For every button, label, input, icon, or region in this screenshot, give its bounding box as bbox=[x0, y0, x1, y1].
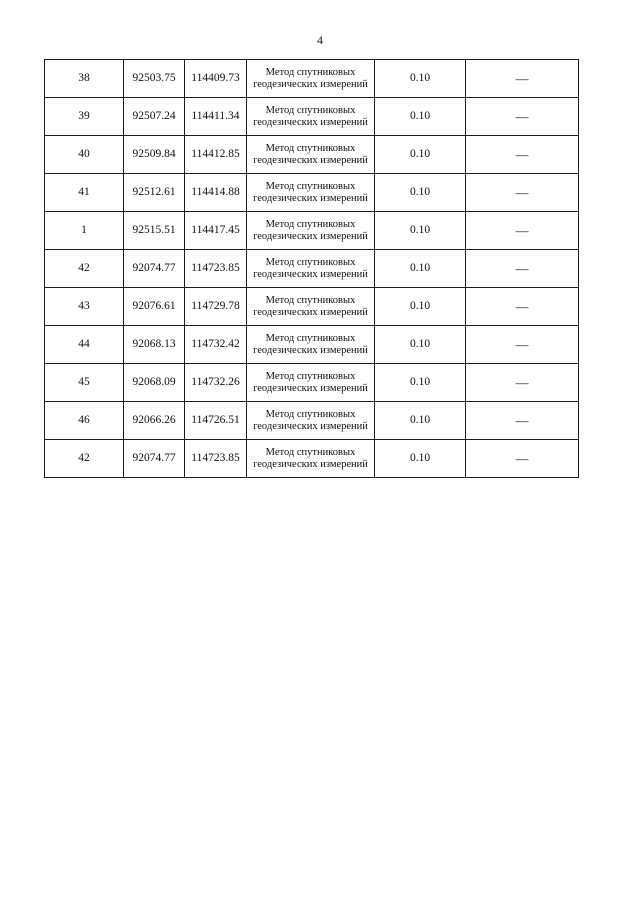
y-coordinate-cell: 114417.45 bbox=[185, 212, 247, 250]
point-number-cell: 40 bbox=[45, 136, 124, 174]
method-cell bbox=[247, 250, 375, 288]
method-cell bbox=[247, 364, 375, 402]
point-number-cell: 43 bbox=[45, 288, 124, 326]
method-line-2: геодезических измерений bbox=[253, 78, 368, 90]
x-coordinate-cell: 92074.77 bbox=[124, 250, 185, 288]
accuracy-cell: 0.10 bbox=[375, 136, 466, 174]
point-number-cell: 42 bbox=[45, 250, 124, 288]
table-row bbox=[45, 364, 579, 402]
table-row bbox=[45, 440, 579, 478]
method-line-2: геодезических измерений bbox=[253, 306, 368, 318]
y-coordinate-cell: 114723.85 bbox=[185, 440, 247, 478]
y-coordinate-cell: 114723.85 bbox=[185, 250, 247, 288]
y-coordinate-cell: 114411.34 bbox=[185, 98, 247, 136]
point-number-cell: 45 bbox=[45, 364, 124, 402]
table-row bbox=[45, 212, 579, 250]
table-row bbox=[45, 60, 579, 98]
method-line-1: Метод спутниковых bbox=[265, 218, 356, 230]
x-coordinate-cell: 92066.26 bbox=[124, 402, 185, 440]
method-line-2: геодезических измерений bbox=[253, 116, 368, 128]
method-cell bbox=[247, 212, 375, 250]
y-coordinate-cell: 114409.73 bbox=[185, 60, 247, 98]
accuracy-cell: 0.10 bbox=[375, 174, 466, 212]
method-line-1: Метод спутниковых bbox=[265, 66, 356, 78]
method-cell bbox=[247, 98, 375, 136]
y-coordinate-cell: 114412.85 bbox=[185, 136, 247, 174]
table-row bbox=[45, 402, 579, 440]
accuracy-cell: 0.10 bbox=[375, 288, 466, 326]
point-number-cell: 42 bbox=[45, 440, 124, 478]
x-coordinate-cell: 92509.84 bbox=[124, 136, 185, 174]
y-coordinate-cell: 114414.88 bbox=[185, 174, 247, 212]
method-line-2: геодезических измерений bbox=[253, 268, 368, 280]
y-coordinate-cell: 114732.42 bbox=[185, 326, 247, 364]
x-coordinate-cell: 92507.24 bbox=[124, 98, 185, 136]
point-number-cell: 44 bbox=[45, 326, 124, 364]
method-line-1: Метод спутниковых bbox=[265, 256, 356, 268]
note-cell: — bbox=[466, 440, 579, 478]
x-coordinate-cell: 92074.77 bbox=[124, 440, 185, 478]
note-cell: — bbox=[466, 98, 579, 136]
method-line-1: Метод спутниковых bbox=[265, 332, 356, 344]
page-number: 4 bbox=[317, 33, 323, 47]
method-line-1: Метод спутниковых bbox=[265, 142, 356, 154]
table-row bbox=[45, 250, 579, 288]
method-line-2: геодезических измерений bbox=[253, 382, 368, 394]
accuracy-cell: 0.10 bbox=[375, 364, 466, 402]
note-cell: — bbox=[466, 402, 579, 440]
table-row bbox=[45, 136, 579, 174]
method-line-2: геодезических измерений bbox=[253, 344, 368, 356]
method-cell bbox=[247, 136, 375, 174]
note-cell: — bbox=[466, 136, 579, 174]
y-coordinate-cell: 114726.51 bbox=[185, 402, 247, 440]
method-cell bbox=[247, 402, 375, 440]
method-line-2: геодезических измерений bbox=[253, 420, 368, 432]
accuracy-cell: 0.10 bbox=[375, 250, 466, 288]
note-cell: — bbox=[466, 174, 579, 212]
method-line-1: Метод спутниковых bbox=[265, 104, 356, 116]
note-cell: — bbox=[466, 212, 579, 250]
table-row bbox=[45, 98, 579, 136]
method-cell bbox=[247, 288, 375, 326]
method-line-1: Метод спутниковых bbox=[265, 446, 356, 458]
method-line-2: геодезических измерений bbox=[253, 458, 368, 470]
accuracy-cell: 0.10 bbox=[375, 326, 466, 364]
point-number-cell: 38 bbox=[45, 60, 124, 98]
y-coordinate-cell: 114732.26 bbox=[185, 364, 247, 402]
accuracy-cell: 0.10 bbox=[375, 98, 466, 136]
note-cell: — bbox=[466, 60, 579, 98]
x-coordinate-cell: 92068.13 bbox=[124, 326, 185, 364]
accuracy-cell: 0.10 bbox=[375, 60, 466, 98]
method-line-1: Метод спутниковых bbox=[265, 408, 356, 420]
note-cell: — bbox=[466, 288, 579, 326]
note-cell: — bbox=[466, 326, 579, 364]
point-number-cell: 39 bbox=[45, 98, 124, 136]
x-coordinate-cell: 92503.75 bbox=[124, 60, 185, 98]
table-row bbox=[45, 288, 579, 326]
point-number-cell: 1 bbox=[45, 212, 124, 250]
x-coordinate-cell: 92515.51 bbox=[124, 212, 185, 250]
x-coordinate-cell: 92068.09 bbox=[124, 364, 185, 402]
point-number-cell: 41 bbox=[45, 174, 124, 212]
x-coordinate-cell: 92076.61 bbox=[124, 288, 185, 326]
x-coordinate-cell: 92512.61 bbox=[124, 174, 185, 212]
method-line-1: Метод спутниковых bbox=[265, 294, 356, 306]
note-cell: — bbox=[466, 364, 579, 402]
method-line-2: геодезических измерений bbox=[253, 154, 368, 166]
method-line-1: Метод спутниковых bbox=[265, 370, 356, 382]
note-cell: — bbox=[466, 250, 579, 288]
method-cell bbox=[247, 174, 375, 212]
method-line-2: геодезических измерений bbox=[253, 192, 368, 204]
coordinates-table bbox=[44, 59, 579, 478]
accuracy-cell: 0.10 bbox=[375, 402, 466, 440]
method-line-2: геодезических измерений bbox=[253, 230, 368, 242]
method-cell bbox=[247, 60, 375, 98]
method-cell bbox=[247, 326, 375, 364]
y-coordinate-cell: 114729.78 bbox=[185, 288, 247, 326]
point-number-cell: 46 bbox=[45, 402, 124, 440]
method-cell bbox=[247, 440, 375, 478]
method-line-1: Метод спутниковых bbox=[265, 180, 356, 192]
accuracy-cell: 0.10 bbox=[375, 440, 466, 478]
coordinates-table-body bbox=[45, 60, 579, 478]
table-row bbox=[45, 326, 579, 364]
accuracy-cell: 0.10 bbox=[375, 212, 466, 250]
table-row bbox=[45, 174, 579, 212]
